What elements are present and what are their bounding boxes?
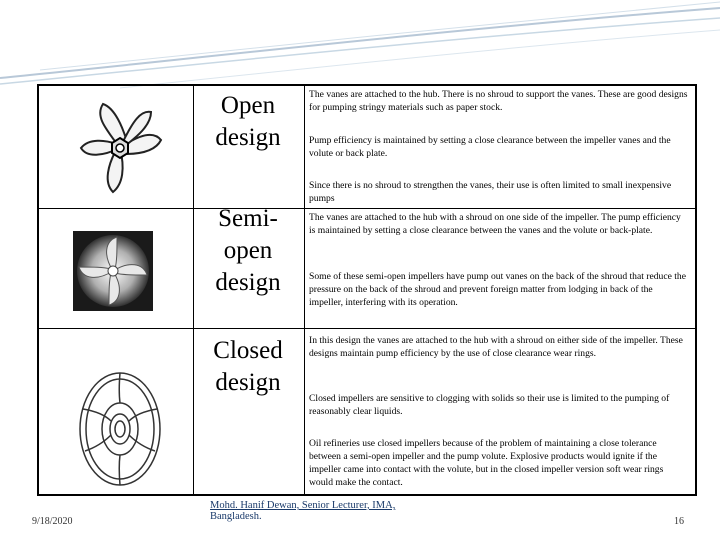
image-cell xyxy=(39,329,193,495)
semi-open-impeller-icon xyxy=(73,231,153,311)
description-cell xyxy=(305,329,695,495)
design-title: Semi- open design xyxy=(215,205,281,296)
description-paragraph: In this design the vanes are attached to the hub with a shroud on either side of the impeller. These designs maintain pump efficiency by the use of close clearance wear rings. xyxy=(309,335,683,359)
decorative-swoosh-lines xyxy=(0,0,720,90)
footer-date: 9/18/2020 xyxy=(32,516,73,527)
open-impeller-icon xyxy=(75,98,165,198)
description-paragraph: Oil refineries use closed impellers because of the problem of maintaining a close tolerance between a semi-open impeller and the pump volute. Explosive products would ignite if the impeller came into contact with the volute, but in the closed impeller version soft wear rings would make the contact. xyxy=(309,438,664,488)
description-cell xyxy=(305,209,695,329)
design-title: Closed design xyxy=(213,337,283,396)
image-cell xyxy=(39,209,193,329)
closed-impeller-icon xyxy=(75,369,165,489)
description-paragraph: Closed impellers are sensitive to clogging with solids so their use is limited to the pumping of reasonably clear liquids. xyxy=(309,393,670,417)
table-row xyxy=(39,205,695,329)
table-row xyxy=(39,86,695,208)
description-paragraph: Pump efficiency is maintained by setting a close clearance between the impeller vanes and the volute or back plate. xyxy=(309,135,671,159)
page-number: 16 xyxy=(674,516,684,527)
title-cell xyxy=(193,205,305,329)
author-line: Bangladesh. xyxy=(210,511,262,522)
description-cell xyxy=(305,86,695,208)
impeller-design-table xyxy=(37,84,697,496)
description-paragraph: Since there is no shroud to strengthen the vanes, their use is often limited to small inexpensive pumps xyxy=(309,180,672,204)
author-line: Mohd. Hanif Dewan, Senior Lecturer, IMA, xyxy=(210,500,396,511)
description-paragraph: Some of these semi-open impellers have pump out vanes on the back of the shroud that reduce the pressure on the back of the shroud and prevent foreign matter from lodging in back of the impeller, interfering with its operation. xyxy=(309,271,686,308)
description-paragraph: The vanes are attached to the hub. There is no shroud to support the vanes. These are good designs for pumping stringy materials such as paper stock. xyxy=(309,89,688,113)
image-cell xyxy=(39,86,193,208)
table-row xyxy=(39,328,695,495)
title-cell xyxy=(193,329,305,495)
title-cell xyxy=(193,86,305,208)
design-title: Open design xyxy=(215,92,281,151)
description-paragraph: The vanes are attached to the hub with a shroud on one side of the impeller. The pump efficiency is maintained by setting a close clearance between the vanes and the volute or back-plate. xyxy=(309,212,681,236)
footer-author xyxy=(210,500,395,522)
